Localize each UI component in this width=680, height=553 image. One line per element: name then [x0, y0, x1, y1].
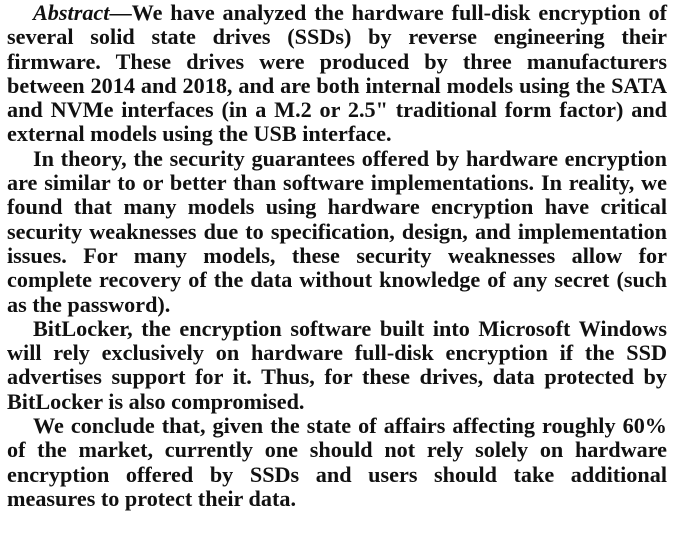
- abstract-paragraph-text: We have analyzed the hardware full-disk encryption of several solid state drives (SSDs) by reverse engineering their firmware. These drives were produced by three manufacturers between 2014 and 2018, and are both internal models using the SATA and NVMe interfaces (in a M.2 or 2.5" traditional form factor) and external models using the USB interface.: [7, 0, 667, 147]
- abstract-paragraph-3: BitLocker, the encryption software built into Microsoft Windows will rely exclusively on hardware full-disk encryption if the SSD advertises support for it. Thus, for these drives, data protected by BitLocker is also compromised.: [7, 315, 667, 414]
- abstract-dash: —: [109, 0, 132, 25]
- abstract-label: Abstract: [33, 0, 110, 25]
- abstract-paragraph-4: We conclude that, given the state of affairs affecting roughly 60% of the market, currently one should not rely solely on hardware encryption offered by SSDs and users should take additional measures to protect their data.: [7, 413, 667, 511]
- abstract-section: [7, 1, 667, 511]
- abstract-paragraph-2: In theory, the security guarantees offered by hardware encryption are similar to or better than software implementations. In reality, we found that many models using hardware encryption have critical security weaknesses due to specification, design, and implementation issues. For many models, these security weaknesses allow for complete recovery of the data without knowledge of any secret (such as the password).: [7, 145, 667, 317]
- abstract-paragraph-1: [7, 1, 667, 147]
